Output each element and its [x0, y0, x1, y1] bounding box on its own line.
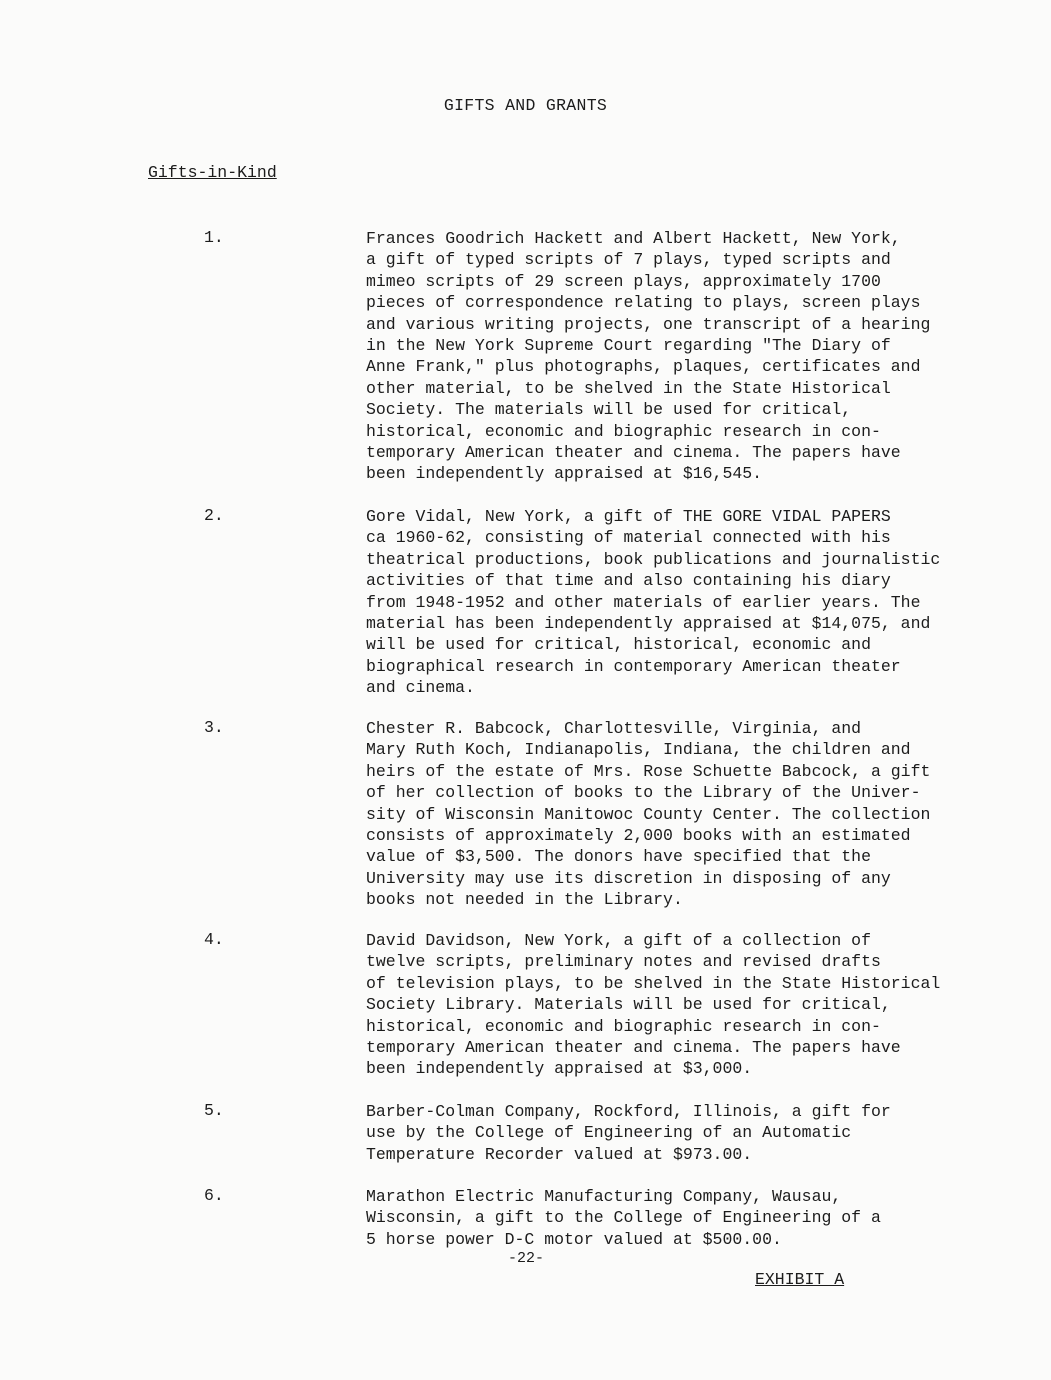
item-number: 1.	[204, 228, 224, 247]
page-title: GIFTS AND GRANTS	[443, 96, 608, 115]
item-text: Marathon Electric Manufacturing Company, Wausau, Wisconsin, a gift to the College of Engineering of a 5 horse power D-C motor valued at $500.00.	[366, 1187, 881, 1249]
item-number: 4.	[204, 930, 224, 949]
item-text: David Davidson, New York, a gift of a collection of twelve scripts, preliminary notes and revised drafts of television plays, to be shelved in the State Historical Society Library. Materials will be used for critical, historical, economic and biographic research in con- temporary American theater and cinema. The papers have been independently appraised at $3,000.	[366, 931, 941, 1079]
section-heading: Gifts-in-Kind	[148, 163, 277, 182]
item-text: Barber-Colman Company, Rockford, Illinois, a gift for use by the College of Engineering of an Automatic Temperature Recorder valued at $973.00.	[366, 1102, 891, 1164]
item-number: 6.	[204, 1186, 224, 1205]
item-text: Chester R. Babcock, Charlottesville, Virginia, and Mary Ruth Koch, Indianapolis, Indiana, the children and heirs of the estate of Mrs. Rose Schuette Babcock, a gift of her collection of books to the Library of the Univer- sity of Wisconsin Manitowoc County Center. The collection consists of approximately 2,000 books with an estimated value of $3,500. The donors have specified that the University may use its discretion in disposing of any books not needed in the Library.	[366, 719, 931, 910]
item-number: 5.	[204, 1101, 224, 1120]
page-number: -22-	[508, 1250, 545, 1267]
item-number: 3.	[204, 718, 224, 737]
item-number: 2.	[204, 506, 224, 525]
exhibit-label: EXHIBIT A	[755, 1270, 845, 1289]
item-text: Frances Goodrich Hackett and Albert Hackett, New York, a gift of typed scripts of 7 plays, typed scripts and mimeo scripts of 29 screen plays, approximately 1700 pieces of correspondence relating to plays, screen plays and various writing projects, one transcript of a hearing in the New York Supreme Court regarding "The Diary of Anne Frank," plus photographs, plaques, certificates and other material, to be shelved in the State Historical Society. The materials will be used for critical, historical, economic and biographic research in con- temporary American theater and cinema. The papers have been independently appraised at $16,545.	[366, 229, 931, 484]
item-text: Gore Vidal, New York, a gift of THE GORE VIDAL PAPERS ca 1960-62, consisting of material connected with his theatrical productions, book publications and journalistic activities of that time and also containing his diary from 1948-1952 and other materials of earlier years. The material has been independently appraised at $14,075, and will be used for critical, historical, economic and biographical research in contemporary American theater and cinema.	[366, 507, 941, 698]
